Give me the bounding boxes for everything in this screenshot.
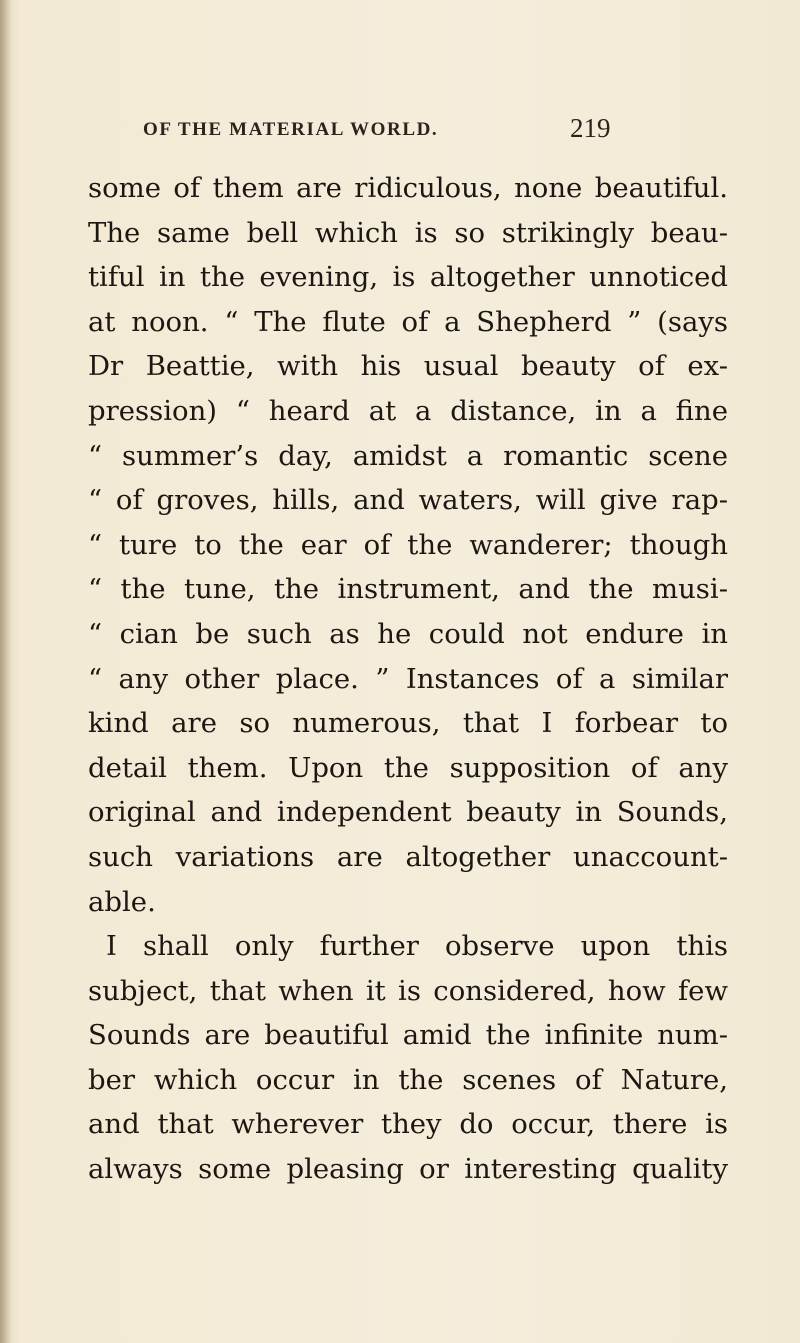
text-line: and that wherever they do occur, there is <box>88 1108 728 1141</box>
text-line: original and independent beauty in Sounds, <box>88 796 728 829</box>
text-line: at noon. “ The flute of a Shepherd ” (says <box>88 305 728 338</box>
text-line: such variations are altogether unaccount- <box>88 840 728 873</box>
text-line: “ of groves, hills, and waters, will give rap- <box>88 484 728 517</box>
text-line: tiful in the evening, is altogether unnoticed <box>88 261 728 294</box>
text-line: able. <box>88 885 156 918</box>
text-line: “ cian be such as he could not endure in <box>88 617 728 650</box>
text-line: ber which occur in the scenes of Nature, <box>88 1063 728 1096</box>
text-line: I shall only further observe upon this <box>106 930 728 963</box>
text-line: pression) “ heard at a distance, in a fine <box>88 394 728 427</box>
text-line: always some pleasing or interesting quality <box>88 1153 728 1186</box>
running-title: OF THE MATERIAL WORLD. <box>143 119 439 140</box>
text-line: “ summer’s day, amidst a romantic scene <box>88 439 728 472</box>
running-head <box>0 113 800 153</box>
text-line: Sounds are beautiful amid the infinite num- <box>88 1019 728 1052</box>
text-line: kind are so numerous, that I forbear to <box>88 707 728 740</box>
gutter-shadow <box>0 0 12 1343</box>
text-line: Dr Beattie, with his usual beauty of ex- <box>88 350 728 383</box>
page-number: 219 <box>570 113 611 143</box>
text-line: subject, that when it is considered, how few <box>88 974 728 1007</box>
text-line: some of them are ridiculous, none beautiful. <box>88 172 728 204</box>
text-line: “ the tune, the instrument, and the musi- <box>88 573 728 606</box>
text-line: “ any other place. ” Instances of a similar <box>88 662 728 695</box>
text-line: The same bell which is so strikingly beau- <box>88 216 728 249</box>
body-text <box>88 166 728 1192</box>
text-line: detail them. Upon the supposition of any <box>88 751 728 784</box>
text-line: “ ture to the ear of the wanderer; though <box>88 528 728 561</box>
